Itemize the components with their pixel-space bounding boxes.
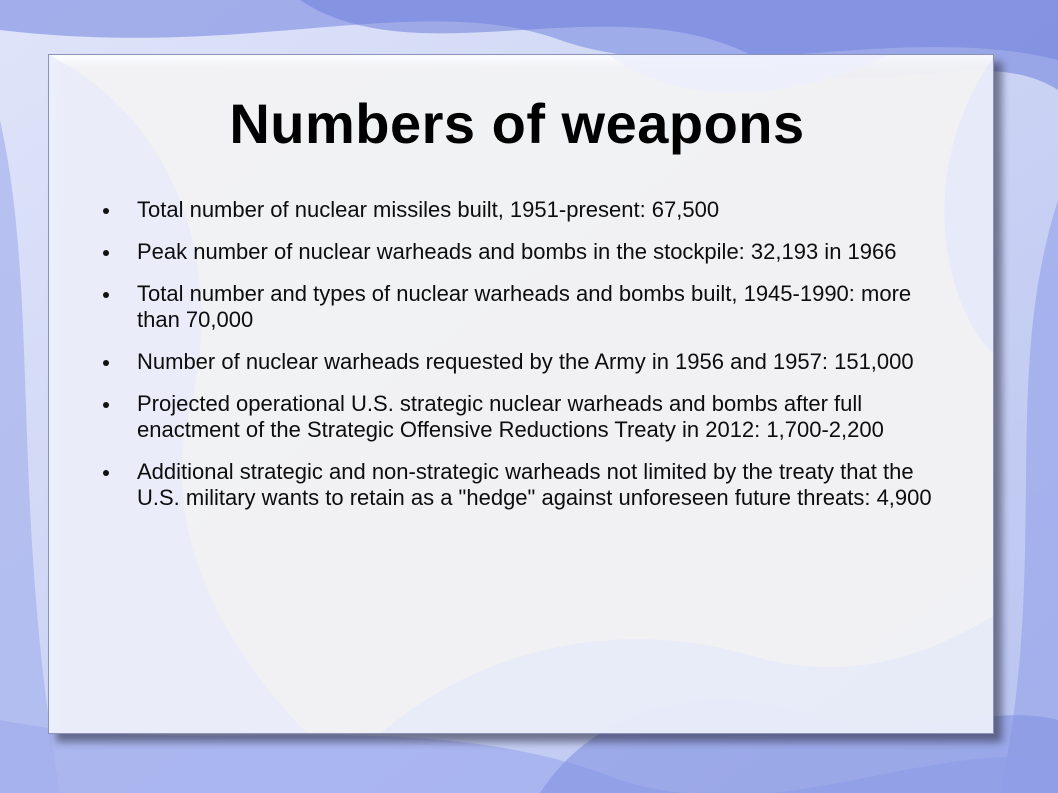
bullet-marker xyxy=(103,292,109,298)
slide-content-card xyxy=(48,54,994,734)
bullet-marker xyxy=(103,250,109,256)
bullet-text: Additional strategic and non-strategic warheads not limited by the treaty that the U.S. military wants to retain as a "hedge" against unforeseen future threats: 4,900 xyxy=(137,459,932,510)
bullet-marker xyxy=(103,470,109,476)
bullet-item xyxy=(101,239,941,265)
bullet-text: Projected operational U.S. strategic nuclear warheads and bombs after full enactment of the Strategic Offensive Reductions Treaty in 2012: 1,700-2,200 xyxy=(137,391,884,442)
bullet-list xyxy=(101,197,941,527)
bullet-text: Total number of nuclear missiles built, 1951-present: 67,500 xyxy=(137,197,720,222)
bullet-marker xyxy=(103,360,109,366)
bullet-marker xyxy=(103,208,109,214)
bullet-item xyxy=(101,197,941,223)
bullet-item xyxy=(101,281,941,333)
bullet-text: Peak number of nuclear warheads and bombs in the stockpile: 32,193 in 1966 xyxy=(137,239,897,264)
bullet-item xyxy=(101,391,941,443)
bullet-item xyxy=(101,459,941,511)
slide-title: Numbers of weapons xyxy=(229,92,805,155)
bullet-text: Total number and types of nuclear warheads and bombs built, 1945-1990: more than 70,000 xyxy=(137,281,912,332)
bullet-text: Number of nuclear warheads requested by the Army in 1956 and 1957: 151,000 xyxy=(137,349,914,374)
bullet-marker xyxy=(103,402,109,408)
bullet-item xyxy=(101,349,941,375)
